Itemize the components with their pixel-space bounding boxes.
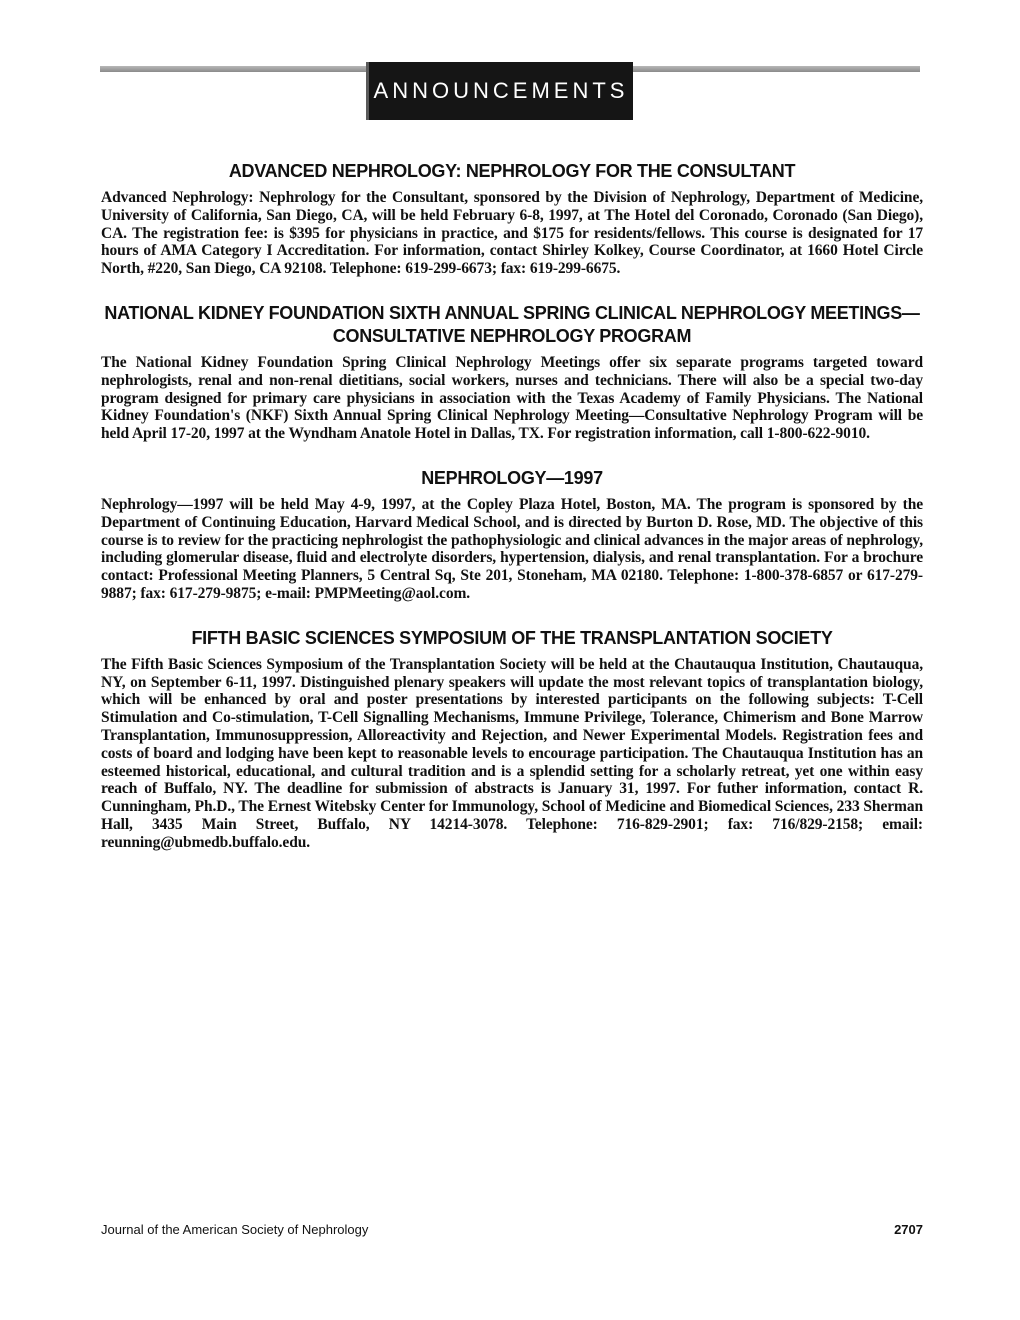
announcement-advanced-nephrology <box>101 160 923 278</box>
announcements-banner: ANNOUNCEMENTS <box>366 62 633 120</box>
announcement-nkf-meetings <box>101 302 923 443</box>
section-heading: NEPHROLOGY—1997 <box>421 467 603 488</box>
section-body: Advanced Nephrology: Nephrology for the Consultant, sponsored by the Division of Nephrology, Department of Medicine, University of California, San Diego, CA, will be held February 6-8, 1997, at The Hotel del Coronado, Coronado (San Diego), CA. The registration fee: is $395 for physicians in practice, and $175 for residents/fellows. This course is designated for 17 hours of AMA Category I Accreditation. For information, contact Shirley Kolkey, Course Coordinator, at 1660 Hotel Circle North, #220, San Diego, CA 92108. Telephone: 619-299-6673; fax: 619-299-6675. <box>101 189 923 278</box>
section-heading: NATIONAL KIDNEY FOUNDATION SIXTH ANNUAL SPRING CLINICAL NEPHROLOGY MEETINGS—CONSULTATIVE NEPHROLOGY PROGRAM <box>104 302 920 346</box>
section-body: The National Kidney Foundation Spring Clinical Nephrology Meetings offer six separate programs targeted toward nephrologists, renal and non-renal dietitians, social workers, nurses and technicians. There will also be a special two-day program designed for primary care physicians in association with the Texas Academy of Family Physicians. The National Kidney Foundation's (NKF) Sixth Annual Spring Clinical Nephrology Meeting—Consultative Nephrology Program will be held April 17-20, 1997 at the Wyndham Anatole Hotel in Dallas, TX. For registration information, call 1-800-622-9010. <box>101 353 923 443</box>
section-heading: FIFTH BASIC SCIENCES SYMPOSIUM OF THE TRANSPLANTATION SOCIETY <box>191 627 833 648</box>
announcement-transplantation-symposium <box>101 627 923 852</box>
announcements-content <box>101 160 923 876</box>
section-body: Nephrology—1997 will be held May 4-9, 1997, at the Copley Plaza Hotel, Boston, MA. The program is sponsored by the Department of Continuing Education, Harvard Medical School, and is directed by Burton D. Rose, MD. The objective of this course is to review for the practicing nephrologist the pathophysiologic and clinical advances in the major areas of nephrology, including glomerular disease, fluid and electrolyte disorders, hypertension, dialysis, and renal transplantation. For a brochure contact: Professional Meeting Planners, 5 Central Sq, Ste 201, Stoneham, MA 02180. Telephone: 1-800-378-6857 or 617-279-9887; fax: 617-279-9875; e-mail: PMPMeeting@aol.com. <box>101 495 923 602</box>
announcement-nephrology-1997 <box>101 467 923 603</box>
section-body: The Fifth Basic Sciences Symposium of the Transplantation Society will be held at the Chautauqua Institution, Chautauqua, NY, on September 6-11, 1997. Distinguished plenary speakers will update the most relevant topics of transplantation biology, which will be enhanced by oral and poster presentations by interested participants on the following subjects: T-Cell Stimulation and Co-stimulation, T-Cell Signalling Mechanisms, Immune Privilege, Tolerance, Chimerism and Bone Marrow Transplantation, Immunosuppression, Alloreactivity and Rejection, and Newer Experimental Models. Registration fees and costs of board and lodging have been kept to reasonable levels to encourage participation. The Chautauqua Institution has an esteemed historical, educational, and cultural tradition and is a splendid setting for a scholarly retreat, yet one within easy reach of Buffalo, NY. The deadline for submission of abstracts is January 31, 1997. For futher information, contact R. Cunningham, Ph.D., The Ernest Witebsky Center for Immunology, School of Medicine and Biomedical Sciences, 233 Sherman Hall, 3435 Main Street, Buffalo, NY 14214-3078. Telephone: 716-829-2901; fax: 716/829-2158; email: reunning@ubmedb.buffalo.edu. <box>101 655 923 851</box>
section-heading: ADVANCED NEPHROLOGY: NEPHROLOGY FOR THE CONSULTANT <box>228 161 796 181</box>
page-number: 2707 <box>894 1222 923 1237</box>
journal-name: Journal of the American Society of Nephrology <box>101 1222 369 1237</box>
page-footer <box>101 1222 923 1237</box>
